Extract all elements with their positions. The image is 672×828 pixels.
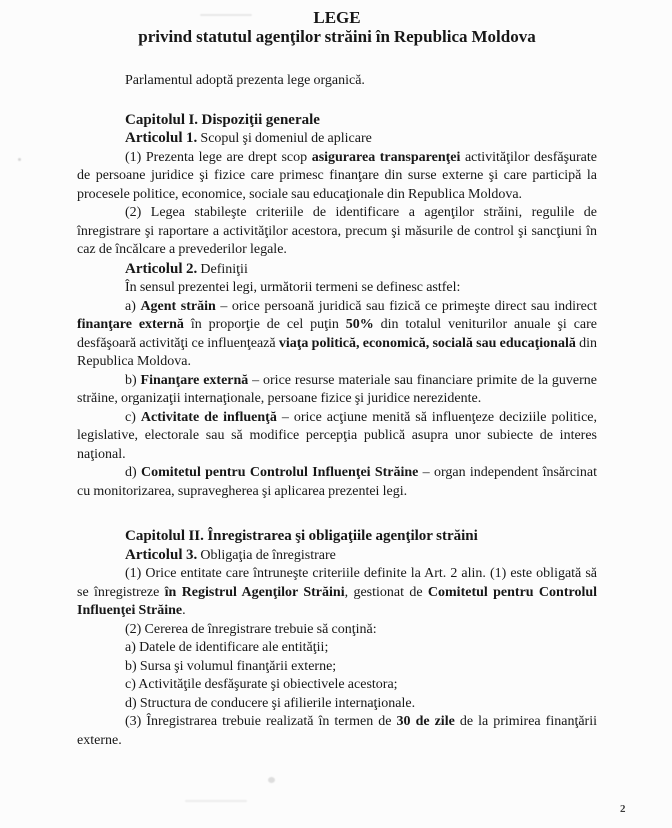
clause-3-2: (2) Cererea de înregistrare trebuie să conţină:	[125, 621, 377, 637]
bold-run: 30 de zile	[396, 714, 455, 729]
definition-d	[77, 464, 597, 501]
text-run: de la primirea finanţării externe.	[77, 714, 597, 748]
intro-paragraph: Parlamentul adoptă prezenta lege organică.	[125, 73, 365, 88]
bold-run: Comitetul pentru Controlul Influenţei Străine	[140, 465, 419, 480]
clause-1-2: (2) Legea stabileşte criteriile de identificare a agenţilor străini, regulile de înregistrare şi raportare a activităţilor acestora, precum şi măsurile de control şi sancţiuni în caz de încălcare a prevederilor legale.	[77, 205, 597, 257]
article-3-name: Obligaţia de înregistrare	[197, 547, 336, 563]
text-run: (3) Înregistrarea trebuie realizată în termen de	[125, 714, 397, 729]
article-1-heading	[77, 129, 597, 149]
chapter-1-heading: Capitolul I. Dispoziţii generale	[125, 111, 320, 128]
text-run: – orice acţiune menită să influenţeze deciziile politice, legislative, electorale sau să modifice percepţia publică asupra unor subiecte de interes naţional.	[77, 409, 597, 462]
bold-run: viaţa politică, economică, socială sau educaţională	[278, 335, 576, 351]
list-item-c: c) Activităţile desfăşurate şi obiectivele acestora;	[125, 677, 398, 692]
bold-run: asigurarea transparenţei	[311, 149, 461, 165]
bold-run: Comitetul pentru Controlul Influenţei Străine	[77, 584, 598, 618]
article-2-label: Articolul 2.	[125, 260, 198, 277]
text-run: din Republica Moldova.	[77, 335, 597, 369]
scan-artifact	[185, 800, 247, 802]
bold-run: în Registrul Agenţilor Străini	[164, 584, 345, 600]
text-run: d)	[125, 465, 141, 480]
text-run: c)	[125, 409, 141, 425]
law-title: LEGE	[313, 8, 361, 27]
clause-1-1	[77, 149, 597, 205]
bold-run: finanţare externă	[77, 317, 184, 332]
law-subtitle: privind statutul agenţilor străini în Republica Moldova	[138, 27, 536, 46]
text-run: din totalul veniturilor anuale şi care desfăşoară activităţi ce influenţează	[77, 317, 597, 351]
bold-run: Agent străin	[140, 298, 216, 314]
text-run: .	[182, 603, 186, 618]
article-1-name: Scopul şi domeniul de aplicare	[197, 131, 372, 146]
text-run: – orice persoană juridică sau fizică ce primeşte direct sau indirect	[215, 298, 597, 314]
article-3-heading	[77, 546, 597, 566]
definition-c	[77, 409, 597, 465]
definitions-intro: În sensul prezentei legi, următorii termeni se definesc astfel:	[125, 280, 461, 295]
clause-3-3	[77, 713, 597, 750]
scan-artifact	[200, 14, 252, 16]
text-run: b)	[125, 372, 141, 388]
text-run: (1) Orice entitate care întruneşte criteriile definite la Art. 2 alin. (1) este obligată să se înregistreze	[77, 566, 597, 600]
clause-3-1	[77, 565, 597, 621]
article-1-label: Articolul 1.	[125, 130, 198, 146]
article-2-heading	[77, 260, 597, 280]
list-item-d: d) Structura de conducere şi afilierile internaţionale.	[125, 695, 416, 711]
list-item-b: b) Sursa şi volumul finanţării externe;	[125, 658, 337, 674]
article-3-label: Articolul 3.	[125, 546, 198, 563]
bold-run: 50%	[345, 317, 374, 332]
text-run: – organ independent însărcinat cu monitorizarea, supravegherea şi aplicarea prezentei legi.	[77, 465, 597, 499]
definition-b	[77, 372, 597, 409]
definition-a	[77, 298, 597, 372]
scan-artifact	[18, 158, 21, 161]
bold-run: Finanţare externă	[140, 372, 249, 388]
bold-run: Activitate de influenţă	[140, 409, 277, 425]
text-run: a)	[125, 298, 141, 314]
text-run: , gestionat de	[344, 584, 428, 600]
list-item-a: a) Datele de identificare ale entităţii;	[125, 640, 329, 655]
text-run: activităţilor desfăşurate de persoane juridice şi fizice care primesc finanţare din surse externe şi care participă la procesele politice, economice, sociale sau educaţionale din Republica Moldova.	[77, 149, 597, 202]
text-run: în proporţie de cel puţin	[183, 317, 346, 332]
scan-artifact	[268, 777, 275, 783]
chapter-2-heading: Capitolul II. Înregistrarea şi obligaţiile agenţilor străini	[125, 528, 478, 544]
document-page	[77, 8, 597, 750]
page-number: 2	[620, 803, 626, 815]
article-2-name: Definiţii	[197, 261, 248, 277]
text-run: – orice resurse materiale sau financiare primite de la guverne străine, organizaţii internaţionale, persoane fizice şi juridice nerezidente.	[77, 372, 597, 406]
text-run: (1) Prezenta lege are drept scop	[125, 149, 312, 165]
